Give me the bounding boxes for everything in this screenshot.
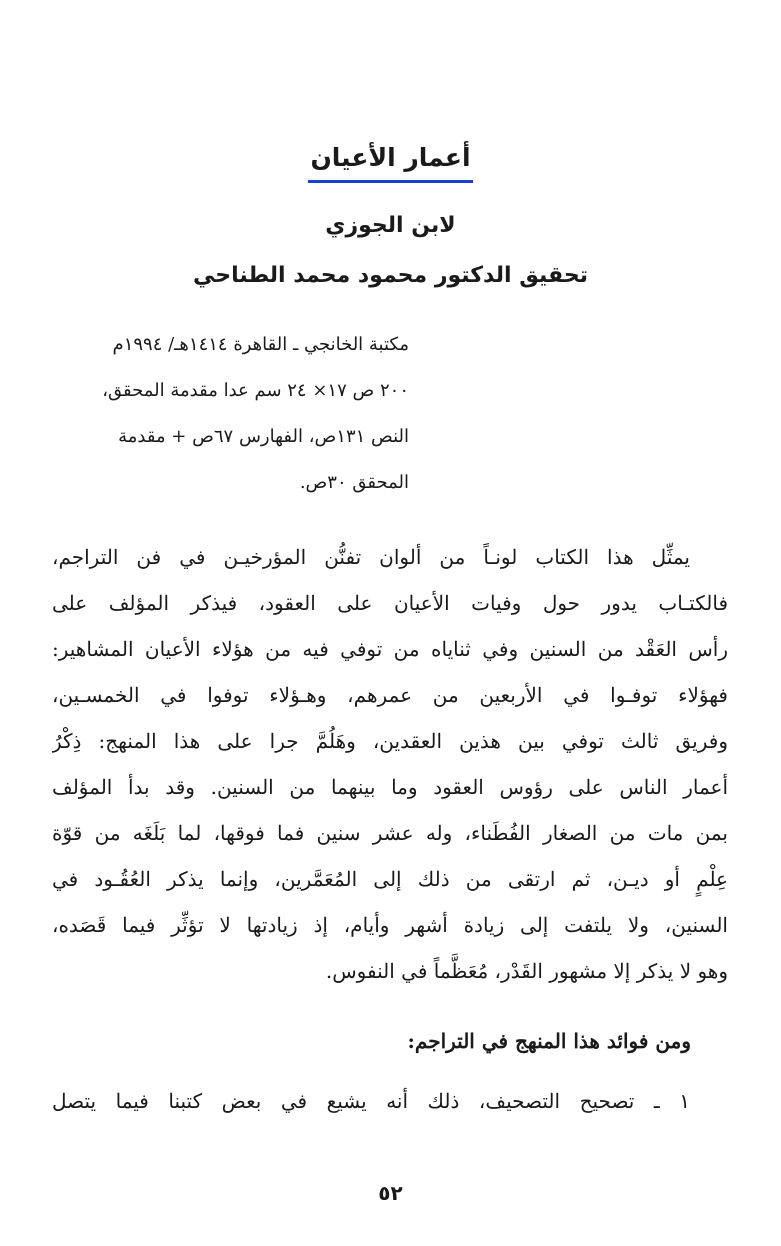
body-line: يمثِّل هذا الكتاب لونـاً من ألوان تفنُّن المؤرخيـن في فن التراجم، <box>52 545 690 569</box>
body-line: عِلْمٍ أو ديـن، ثم ارتقى من ذلك إلى المُعَمَّرين، وإنما يذكر العُقُـود في <box>52 867 728 891</box>
body-line: بمن مات من الصغار الفُطَناء، وله عشر سنين فما فوقها، لما بَلَغَه من قوّة <box>52 821 728 845</box>
body-line: رأس العَقْد من السنين وفي ثناياه من توفي فيه من هؤلاء الأعيان المشاهير: <box>52 637 728 661</box>
body-line: السنين، ولا يلتفت إلى زيادة أشهر وأيام، إذ زيادتها لا تؤثِّر فيما قَصَده، <box>52 913 728 937</box>
publication-info <box>49 322 409 506</box>
page-number: ٥٢ <box>378 1181 403 1205</box>
section-subheading: ومن فوائد هذا المنهج في التراجم: <box>407 1029 691 1053</box>
book-title: أعمار الأعيان <box>308 138 472 183</box>
publication-info-line: المحقق ٣٠ص. <box>299 472 409 493</box>
body-paragraph <box>52 534 728 994</box>
publication-info-line: النص ١٣١ص، الفهارس ٦٧ص + مقدمة <box>118 426 409 447</box>
publication-info-line: ٢٠٠ ص ١٧× ٢٤ سم عدا مقدمة المحقق، <box>102 380 409 401</box>
body-line: وهو لا يذكر إلا مشهور القَدْر، مُعَظَّماً في النفوس. <box>325 959 728 983</box>
title-block <box>0 138 781 183</box>
publication-info-line: مكتبة الخانجي ـ القاهرة ١٤١٤هـ/ ١٩٩٤م <box>112 334 409 355</box>
body-line: فهؤلاء توفـوا في الأربعين من عمرهم، وهـؤلاء توفوا في الخمسـين، <box>52 683 728 707</box>
body-line: وفريق ثالث توفي بين هذين العقدين، وهَلُمَّ جرا على هذا المنهج: ذِكْرُ <box>52 729 728 753</box>
body-line: أعمار الناس على رؤوس العقود وما بينهما من السنين. وقد بدأ المؤلف <box>52 775 728 799</box>
body-line: فالكتـاب يدور حول وفيات الأعيان على العقود، فيذكر المؤلف على <box>52 591 728 615</box>
author-line: لابن الجوزي <box>325 213 456 238</box>
numbered-point: ١ ـ تصحيح التصحيف، ذلك أنه يشيع في بعض كتبنا فيما يتصل <box>52 1089 690 1113</box>
editor-line: تحقيق الدكتور محمود محمد الطناحي <box>193 263 588 288</box>
